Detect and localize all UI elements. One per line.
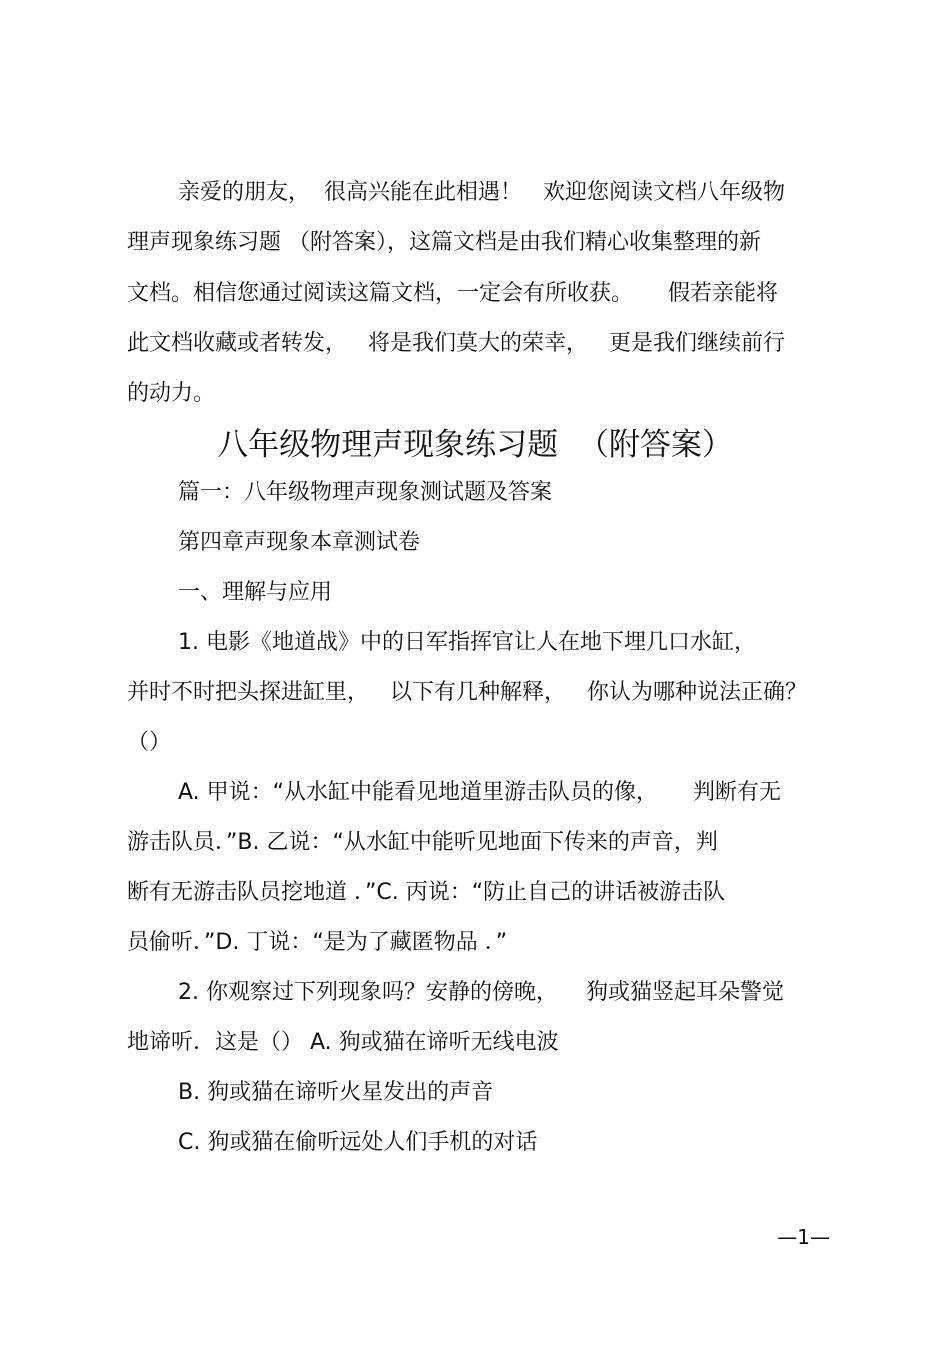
option-line: C. 狗或猫在偷听远处人们手机的对话 bbox=[178, 1130, 538, 1155]
option-line: 游击队员．”B. 乙说：“从水缸中能听见地面下传来的声音，判 bbox=[127, 830, 718, 855]
intro-line: 理声现象练习题 （附答案），这篇文档是由我们精心收集整理的新 bbox=[127, 230, 761, 255]
option-line: A. 甲说：“从水缸中能看见地道里游击队员的像， 判断有无 bbox=[178, 780, 782, 805]
intro-line: 文档。相信您通过阅读这篇文档，一定会有所收获。 假若亲能将 bbox=[127, 281, 778, 306]
subtitle: 篇一：八年级物理声现象测试题及答案 bbox=[178, 480, 553, 505]
question-line: 地谛听．这是（） A. 狗或猫在谛听无线电波 bbox=[127, 1030, 559, 1055]
section-heading: 一、理解与应用 bbox=[178, 580, 333, 605]
option-line: 员偷听．”D. 丁说：“是为了藏匿物品 ．” bbox=[127, 930, 508, 955]
intro-line: 亲爱的朋友， 很高兴能在此相遇！ 欢迎您阅读文档八年级物 bbox=[178, 180, 785, 205]
question-line: 2. 你观察过下列现象吗？安静的傍晚， 狗或猫竖起耳朵警觉 bbox=[178, 980, 784, 1005]
chapter-heading: 第四章声现象本章测试卷 bbox=[178, 530, 421, 555]
option-line: 断有无游击队员挖地道 ．”C. 丙说：“防止自己的讲话被游击队 bbox=[127, 880, 726, 905]
option-line: B. 狗或猫在谛听火星发出的声音 bbox=[178, 1080, 494, 1105]
question-line: 并时不时把头探进缸里， 以下有几种解释， 你认为哪种说法正确？ bbox=[127, 680, 807, 705]
intro-line: 此文档收藏或者转发， 将是我们莫大的荣幸， 更是我们继续前行 bbox=[127, 331, 785, 356]
intro-line: 的动力。 bbox=[127, 381, 216, 406]
question-line: （） bbox=[127, 730, 172, 755]
page-number: —1— bbox=[777, 1225, 830, 1249]
document-title: 八年级物理声现象练习题 （附答案） bbox=[217, 427, 733, 463]
question-line: 1. 电影《地道战》中的日军指挥官让人在地下埋几口水缸， bbox=[178, 630, 756, 655]
